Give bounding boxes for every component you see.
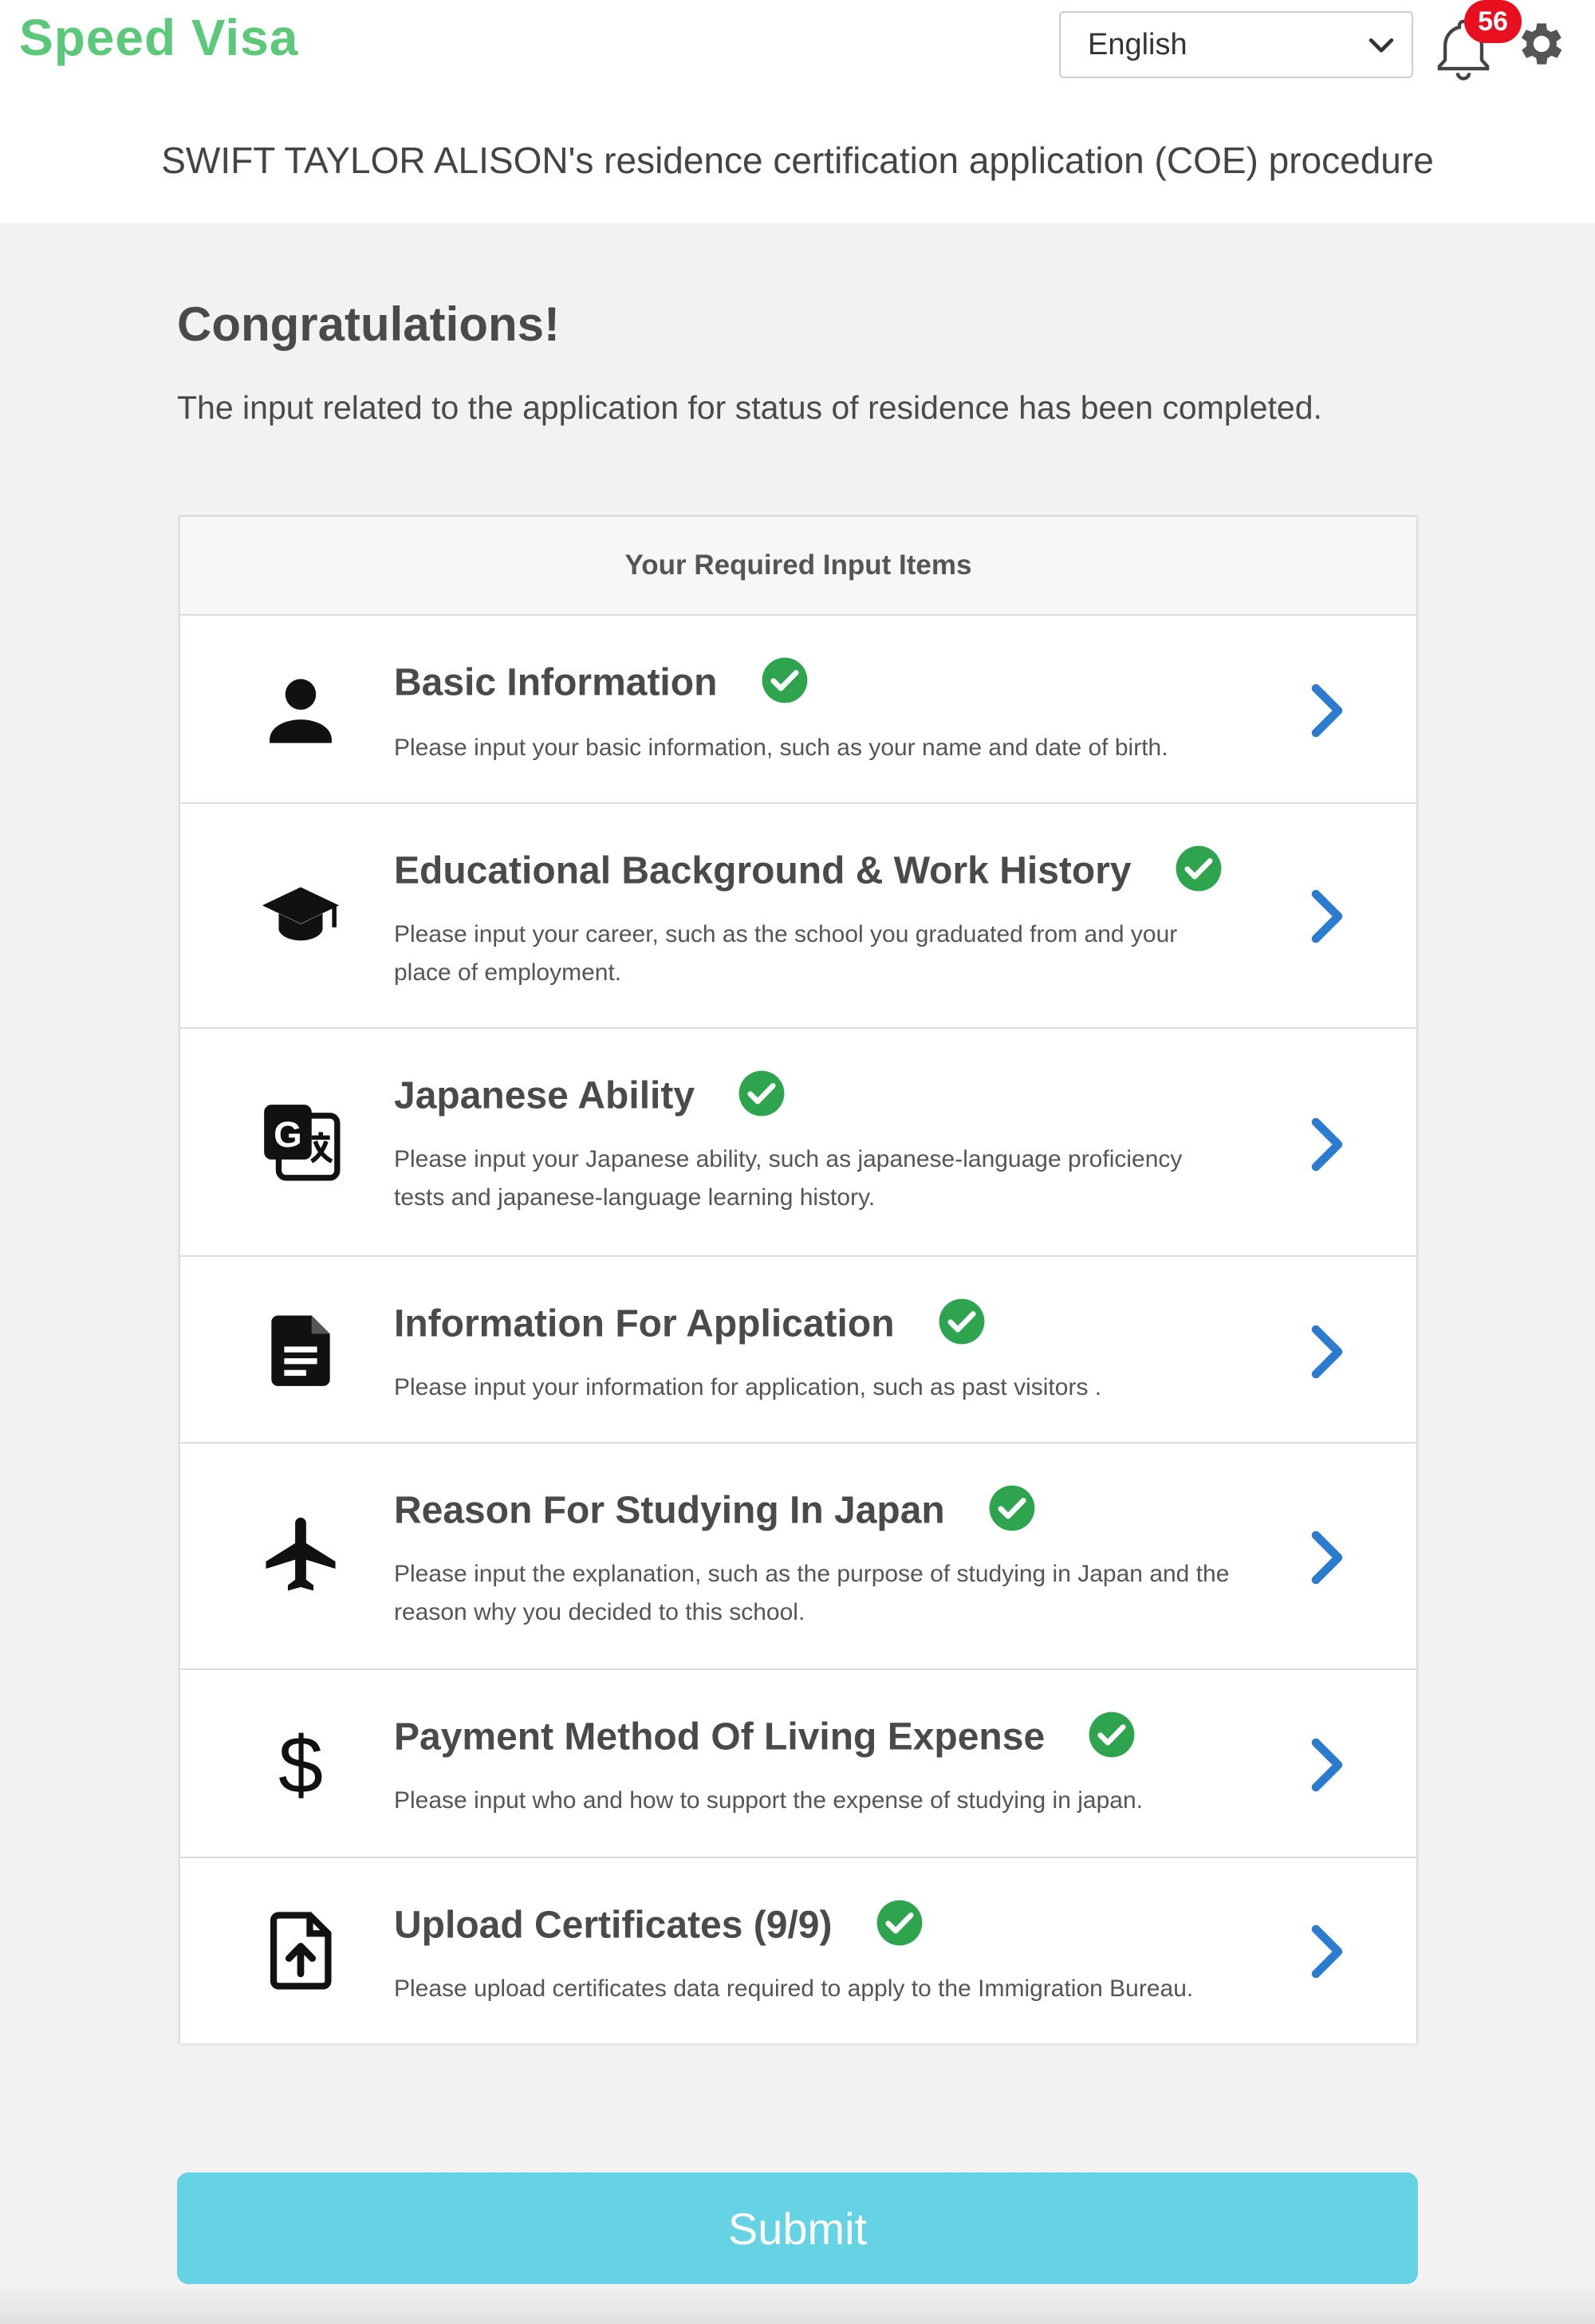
item-title: Japanese Ability: [394, 1073, 786, 1123]
chevron-right-icon[interactable]: [1305, 1117, 1349, 1172]
page-title: SWIFT TAYLOR ALISON's residence certification application (COE) procedure: [161, 140, 1434, 181]
congratulations-heading: Congratulations!: [177, 297, 560, 351]
item-description: Please upload certificates data required to apply to the Immigration Bureau.: [394, 1975, 1194, 2002]
graduation-cap-icon: [257, 872, 345, 960]
item-description: Please input your basic information, such as your name and date of birth.: [394, 735, 1168, 761]
file-upload-icon: [257, 1906, 345, 1994]
chevron-down-icon: [1364, 27, 1399, 62]
chevron-right-icon[interactable]: [1305, 888, 1349, 944]
item-educational-background[interactable]: [180, 804, 1416, 1029]
svg-text:$: $: [278, 1720, 324, 1807]
top-bar: [0, 0, 1595, 223]
item-title: Basic Information: [394, 660, 809, 710]
item-reason-for-studying[interactable]: [180, 1444, 1416, 1670]
language-select-value: English: [1088, 27, 1187, 61]
item-basic-information[interactable]: [180, 616, 1416, 804]
translate-icon: [257, 1097, 345, 1185]
item-upload-certificates[interactable]: [180, 1858, 1416, 2043]
item-description: Please input the explanation, such as the purpose of studying in Japan and the reason why you decided to this school.: [394, 1561, 1230, 1625]
check-circle-icon: [737, 1069, 786, 1118]
item-title: Reason For Studying In Japan: [394, 1488, 1037, 1538]
item-title: Payment Method Of Living Expense: [394, 1715, 1136, 1764]
airplane-icon: [257, 1512, 345, 1600]
chevron-right-icon[interactable]: [1305, 1530, 1349, 1585]
svg-text:G: G: [274, 1113, 302, 1155]
item-japanese-ability[interactable]: [180, 1029, 1416, 1257]
check-circle-icon: [760, 656, 809, 705]
dollar-icon: [257, 1719, 345, 1807]
item-information-for-application[interactable]: [180, 1257, 1416, 1444]
brand-logo[interactable]: Speed Visa: [19, 9, 299, 66]
check-circle-icon: [1087, 1710, 1136, 1759]
panel-header: Your Required Input Items: [180, 517, 1416, 616]
item-description: Please input who and how to support the expense of studying in japan.: [394, 1787, 1143, 1814]
document-icon: [257, 1306, 345, 1394]
check-circle-icon: [987, 1483, 1037, 1533]
chevron-right-icon[interactable]: [1305, 683, 1349, 739]
chevron-right-icon[interactable]: [1305, 1924, 1349, 1979]
submit-button[interactable]: Submit: [177, 2172, 1418, 2284]
item-description: Please input your information for application, such as past visitors .: [394, 1374, 1102, 1400]
language-select[interactable]: [1059, 11, 1413, 78]
item-title: Educational Background & Work History: [394, 849, 1223, 898]
required-items-panel: [179, 515, 1418, 2043]
item-description: Please input your career, such as the school you graduated from and your place of employment.: [394, 921, 1178, 986]
bottom-edge: [0, 2289, 1595, 2324]
check-circle-icon: [937, 1297, 987, 1346]
item-title: Information For Application: [394, 1302, 987, 1351]
gear-icon[interactable]: [1514, 16, 1569, 72]
completion-message: The input related to the application for status of residence has been completed.: [177, 389, 1322, 426]
check-circle-icon: [875, 1898, 924, 1948]
chevron-right-icon[interactable]: [1305, 1737, 1349, 1793]
chevron-right-icon[interactable]: [1305, 1324, 1349, 1380]
check-circle-icon: [1174, 844, 1223, 893]
item-payment-method[interactable]: [180, 1670, 1416, 1858]
person-icon: [257, 665, 345, 753]
item-description: Please input your Japanese ability, such as japanese-language proficiency tests and japanese-language learning history.: [394, 1146, 1183, 1211]
notification-badge: 56: [1464, 0, 1522, 43]
item-title: Upload Certificates (9/9): [394, 1903, 924, 1952]
